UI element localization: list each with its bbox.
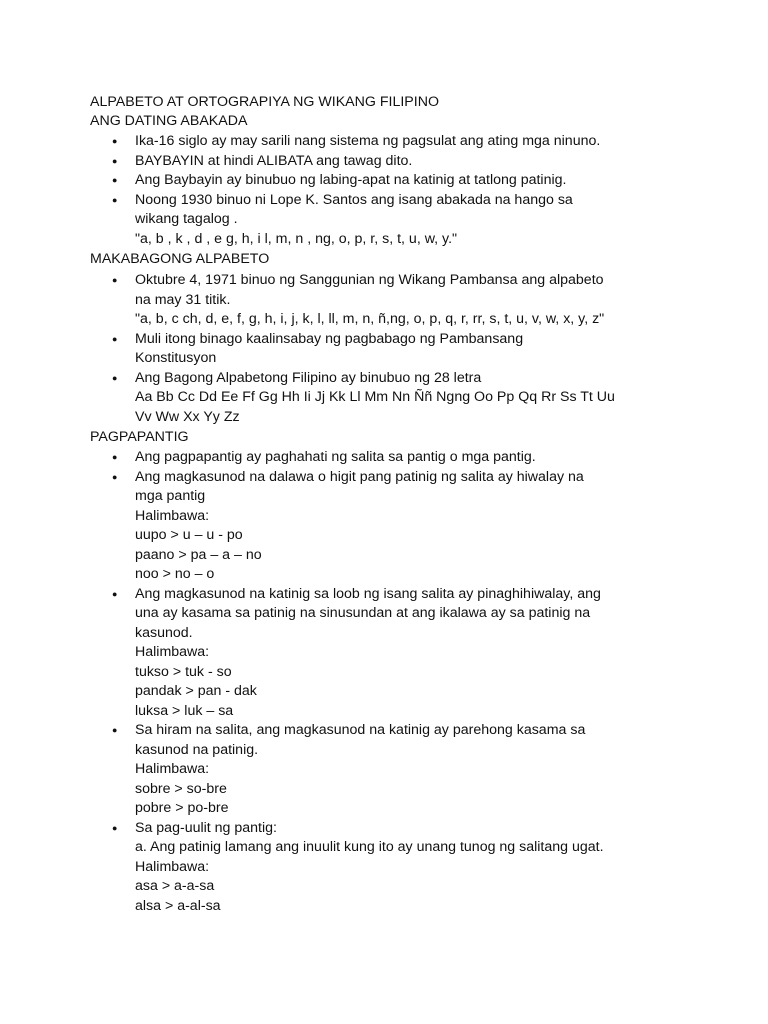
list-item-text: ● Noong 1930 binuo ni Lope K. Santos ang isang abakada na hango sa: [135, 191, 573, 208]
list-item: [110, 132, 695, 152]
list-item: [110, 468, 695, 585]
list-item-text: tukso > tuk - so: [135, 663, 232, 680]
list-item: [110, 585, 695, 722]
section-heading-pagpapantig: PAGPAPANTIG: [90, 429, 189, 445]
list-item-text: Halimbawa:: [135, 507, 210, 524]
list-item: [110, 369, 695, 428]
list-item-text: alsa > a-al-sa: [135, 897, 221, 914]
list-item-text: "a, b, c ch, d, e, f, g, h, i, j, k, l, ll, m, n, ñ,ng, o, p, q, r, rr, s, t, u, v, w, x, y, z": [135, 311, 605, 327]
list-item: [110, 191, 695, 250]
list-item-text: Halimbawa:: [135, 858, 210, 875]
document-title: ALPABETO AT ORTOGRAPIYA NG WIKANG FILIPINO: [90, 94, 439, 110]
list-item-text: ● Ang Bagong Alpabetong Filipino ay binubuo ng 28 letra: [135, 369, 482, 386]
list-item: [110, 271, 695, 330]
list-item-text: ● Ika-16 siglo ay may sarili nang sistema ng pagsulat ang ating mga ninuno.: [135, 133, 601, 149]
list-item-text: pobre > po-bre: [135, 800, 229, 816]
list-item-text: luksa > luk – sa: [135, 702, 234, 719]
list-item-text: ● Ang Baybayin ay binubuo ng labing-apat na katinig at tatlong patinig.: [135, 172, 567, 188]
bullet-list-dating-abakada: [110, 132, 695, 249]
list-item-text: una ay kasama sa patinig na sinusundan at ang ikalawa ay sa patinig na: [135, 605, 591, 621]
list-item: [110, 330, 695, 369]
list-item-text: Halimbawa:: [135, 761, 210, 777]
list-item-text: paano > pa – a – no: [135, 546, 262, 563]
list-item-text: mga pantig: [135, 488, 206, 504]
list-item-text: "a, b , k , d , e g, h, i l, m, n , ng, o, p, r, s, t, u, w, y.": [135, 230, 458, 247]
list-item-text: noo > no – o: [135, 566, 215, 582]
list-item-text: Vv Ww Xx Yy Zz: [135, 408, 240, 425]
list-item-text: kasunod na patinig.: [135, 741, 259, 758]
list-item-text: uupo > u – u - po: [135, 527, 243, 543]
list-item-text: ● Sa pag-uulit ng pantig:: [135, 819, 277, 836]
list-item: [110, 171, 695, 191]
section-heading-dating-abakada: ANG DATING ABAKADA: [90, 113, 248, 129]
list-item-text: pandak > pan - dak: [135, 683, 257, 699]
bullet-list-makabagong-alpabeto: [110, 271, 695, 427]
list-item-text: na may 31 titik.: [135, 291, 231, 308]
list-item-text: ● BAYBAYIN at hindi ALIBATA ang tawag dito.: [135, 152, 413, 169]
list-item-text: ● Ang pagpapantig ay paghahati ng salita sa pantig o mga pantig.: [135, 449, 536, 465]
list-item: [110, 448, 695, 468]
bullet-list-pagpapantig: [110, 448, 695, 916]
list-item-text: asa > a-a-sa: [135, 878, 215, 894]
list-item-text: Halimbawa:: [135, 644, 210, 660]
list-item-text: ● Ang magkasunod na katinig sa loob ng isang salita ay pinaghihiwalay, ang: [135, 585, 601, 602]
list-item-text: ● Muli itong binago kaalinsabay ng pagbabago ng Pambansang: [135, 330, 524, 347]
list-item-text: ● Oktubre 4, 1971 binuo ng Sanggunian ng Wikang Pambansa ang alpabeto: [135, 272, 604, 288]
list-item-text: Aa Bb Cc Dd Ee Ff Gg Hh Ii Jj Kk Ll Mm Nn Ññ Ngng Oo Pp Qq Rr Ss Tt Uu: [135, 389, 615, 405]
list-item-text: ● Sa hiram na salita, ang magkasunod na katinig ay parehong kasama sa: [135, 722, 586, 738]
list-item-text: ● Ang magkasunod na dalawa o higit pang patinig ng salita ay hiwalay na: [135, 468, 584, 485]
list-item-text: kasunod.: [135, 624, 193, 641]
list-item-text: wikang tagalog .: [135, 211, 238, 227]
list-item-text: a. Ang patinig lamang ang inuulit kung ito ay unang tunog ng salitang ugat.: [135, 839, 604, 855]
list-item-text: Konstitusyon: [135, 350, 217, 366]
list-item: [110, 721, 695, 819]
list-item: [110, 152, 695, 172]
list-item-text: sobre > so-bre: [135, 780, 227, 797]
list-item: [110, 819, 695, 917]
section-heading-makabagong-alpabeto: MAKABAGONG ALPABETO: [90, 251, 270, 267]
